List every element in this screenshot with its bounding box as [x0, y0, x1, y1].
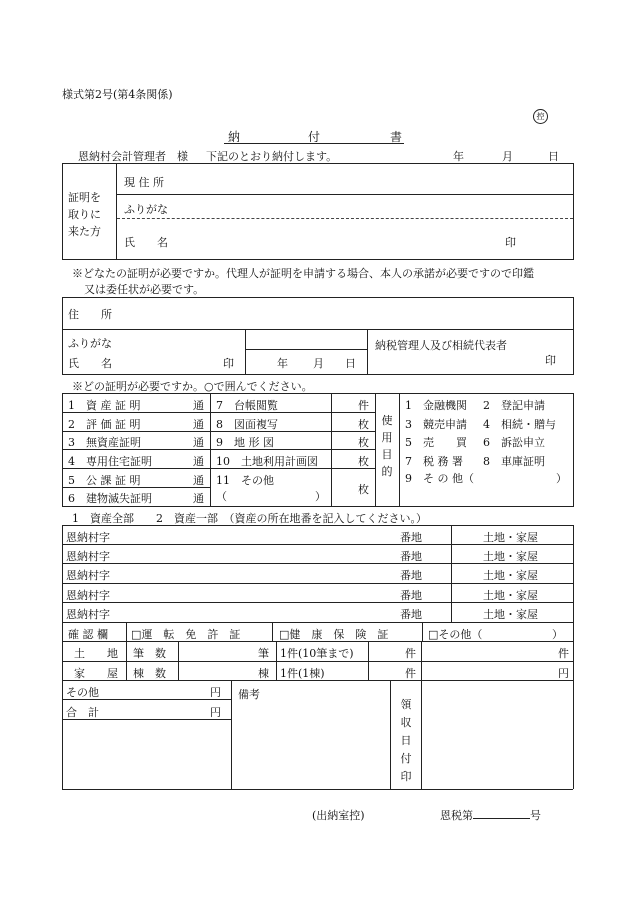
principal-furigana-label: ふりがな: [68, 337, 112, 350]
principal-month: 月: [313, 357, 324, 370]
fee-amount-unit: 件: [558, 647, 569, 660]
cert-unit: 件: [358, 399, 369, 412]
notice-who-cont: 又は委任状が必要です。: [84, 283, 205, 296]
date-month: 月: [502, 150, 513, 163]
cert-other-label: 11 その他: [216, 474, 274, 487]
purpose-item: 2 登記申請: [483, 399, 545, 412]
tax-rep-label: 納税管理人及び相続代表者: [375, 339, 507, 352]
property-lot: 番地: [400, 589, 422, 602]
fee-label: 土 地: [74, 647, 118, 660]
property-village: 恩納村字: [66, 608, 110, 621]
intro-text: 下記のとおり納付します。: [206, 150, 338, 163]
requester-name-label: 氏 名: [124, 236, 168, 249]
title-char-1: 納: [228, 130, 241, 144]
office-copy-label: (出納室控): [312, 809, 365, 822]
property-kind: 土地・家屋: [483, 569, 538, 582]
property-kind: 土地・家屋: [483, 608, 538, 621]
cert-unit: 通: [193, 455, 204, 468]
addressee: 恩納村会計管理者 様: [78, 150, 188, 163]
cert-label: 7 台帳閲覧: [216, 399, 278, 412]
purpose-item: 4 相続・贈与: [483, 418, 556, 431]
cert-unit: 通: [193, 436, 204, 449]
principal-name-label: 氏 名: [68, 357, 112, 370]
cert-other-paren-open: （: [216, 490, 227, 503]
purpose-item: 8 車庫証明: [483, 455, 545, 468]
confirm-drivers-license[interactable]: □運 転 免 許 証: [131, 628, 241, 641]
fee-count-label: 棟 数: [133, 667, 166, 680]
purpose-label: 使 用 目 的: [381, 414, 393, 478]
cert-label: 4 専用住宅証明: [68, 455, 152, 468]
tax-number-prefix: 恩税第: [440, 809, 473, 822]
date-day: 日: [548, 150, 559, 163]
cert-unit: 枚: [358, 436, 369, 449]
other-label: その他: [66, 686, 99, 699]
purpose-item: ）: [556, 472, 567, 485]
principal-year: 年: [277, 357, 288, 370]
principal-seal: 印: [223, 357, 234, 370]
purpose-item: 6 訴訟申立: [483, 436, 545, 449]
cert-label: 2 評 価 証 明: [68, 418, 141, 431]
date-year: 年: [453, 150, 464, 163]
cert-label: 5 公 課 証 明: [68, 474, 141, 487]
receipt-stamp-label: 領 収 日 付 印: [400, 698, 412, 783]
property-village: 恩納村字: [66, 569, 110, 582]
cert-unit: 通: [193, 474, 204, 487]
cert-unit: 通: [193, 418, 204, 431]
asset-scope-line: 1 資産全部 2 資産一部 （資産の所在地番を記入してください。）: [72, 512, 427, 525]
confirm-other[interactable]: □その他（: [428, 628, 483, 641]
principal-address-label: 住 所: [68, 308, 112, 321]
cert-unit: 枚: [358, 418, 369, 431]
notice-who: ※どなたの証明が必要ですか。代理人が証明を申請する場合、本人の承諾が必要ですので印鑑: [72, 267, 534, 280]
purpose-item: 5 売 買: [405, 436, 467, 449]
property-lot: 番地: [400, 608, 422, 621]
fee-count-unit: 棟: [258, 667, 269, 680]
requester-address-label: 現 住 所: [124, 176, 164, 189]
form-title: [224, 128, 404, 144]
title-char-2: 付: [308, 130, 321, 144]
cert-label: 9 地 形 図: [216, 436, 274, 449]
fee-rate-unit: 件: [405, 667, 416, 680]
cert-label: 1 資 産 証 明: [68, 399, 141, 412]
purpose-item: 1 金融機関: [405, 399, 467, 412]
property-lot: 番地: [400, 569, 422, 582]
fee-rate-unit: 件: [405, 647, 416, 660]
requester-label: 証明を 取りに 来た方: [68, 191, 101, 238]
fee-label: 家 屋: [74, 667, 118, 680]
requester-furigana-label: ふりがな: [124, 203, 168, 216]
confirm-other-close: ）: [552, 628, 563, 641]
requester-seal: 印: [505, 236, 516, 249]
property-kind: 土地・家屋: [483, 550, 538, 563]
fee-count-label: 筆 数: [133, 647, 166, 660]
tax-number-blank[interactable]: [473, 808, 530, 819]
total-label: 合 計: [66, 706, 99, 719]
remarks-label: 備考: [238, 688, 260, 701]
property-village: 恩納村字: [66, 550, 110, 563]
property-kind: 土地・家屋: [483, 589, 538, 602]
tax-number: [440, 807, 541, 823]
fee-count-unit: 筆: [258, 647, 269, 660]
cert-label: 6 建物滅失証明: [68, 492, 152, 505]
cert-label: 3 無資産証明: [68, 436, 141, 449]
cert-unit: 通: [193, 399, 204, 412]
property-kind: 土地・家屋: [483, 531, 538, 544]
copy-seal-mark: 控: [533, 109, 548, 124]
cert-unit: 枚: [358, 483, 369, 496]
tax-rep-seal: 印: [545, 354, 556, 367]
confirm-label: 確 認 欄: [68, 628, 108, 641]
purpose-item: 3 競売申請: [405, 418, 467, 431]
fee-rate: 1件(1棟): [280, 667, 325, 680]
cert-other-paren-close: ）: [315, 490, 326, 503]
cert-label: 8 図面複写: [216, 418, 278, 431]
cert-label: 10 土地利用計画図: [216, 455, 318, 468]
purpose-item: 7 税 務 署: [405, 455, 463, 468]
cert-unit: 枚: [358, 455, 369, 468]
notice-which: ※どの証明が必要ですか。○で囲んでください。: [72, 380, 313, 393]
total-unit: 円: [210, 706, 221, 719]
principal-day: 日: [345, 357, 356, 370]
property-village: 恩納村字: [66, 589, 110, 602]
purpose-item: 9 そ の 他（: [405, 472, 474, 485]
fee-rate: 1件(10筆まで): [280, 647, 354, 660]
property-lot: 番地: [400, 550, 422, 563]
property-village: 恩納村字: [66, 531, 110, 544]
other-unit: 円: [210, 686, 221, 699]
title-char-3: 書: [390, 130, 403, 144]
form-number: 様式第2号(第4条関係): [62, 88, 173, 101]
tax-number-suffix: 号: [530, 809, 541, 822]
property-lot: 番地: [400, 531, 422, 544]
fee-amount-unit: 円: [558, 667, 569, 680]
confirm-health-insurance[interactable]: □健 康 保 険 証: [279, 628, 389, 641]
cert-unit: 通: [193, 492, 204, 505]
